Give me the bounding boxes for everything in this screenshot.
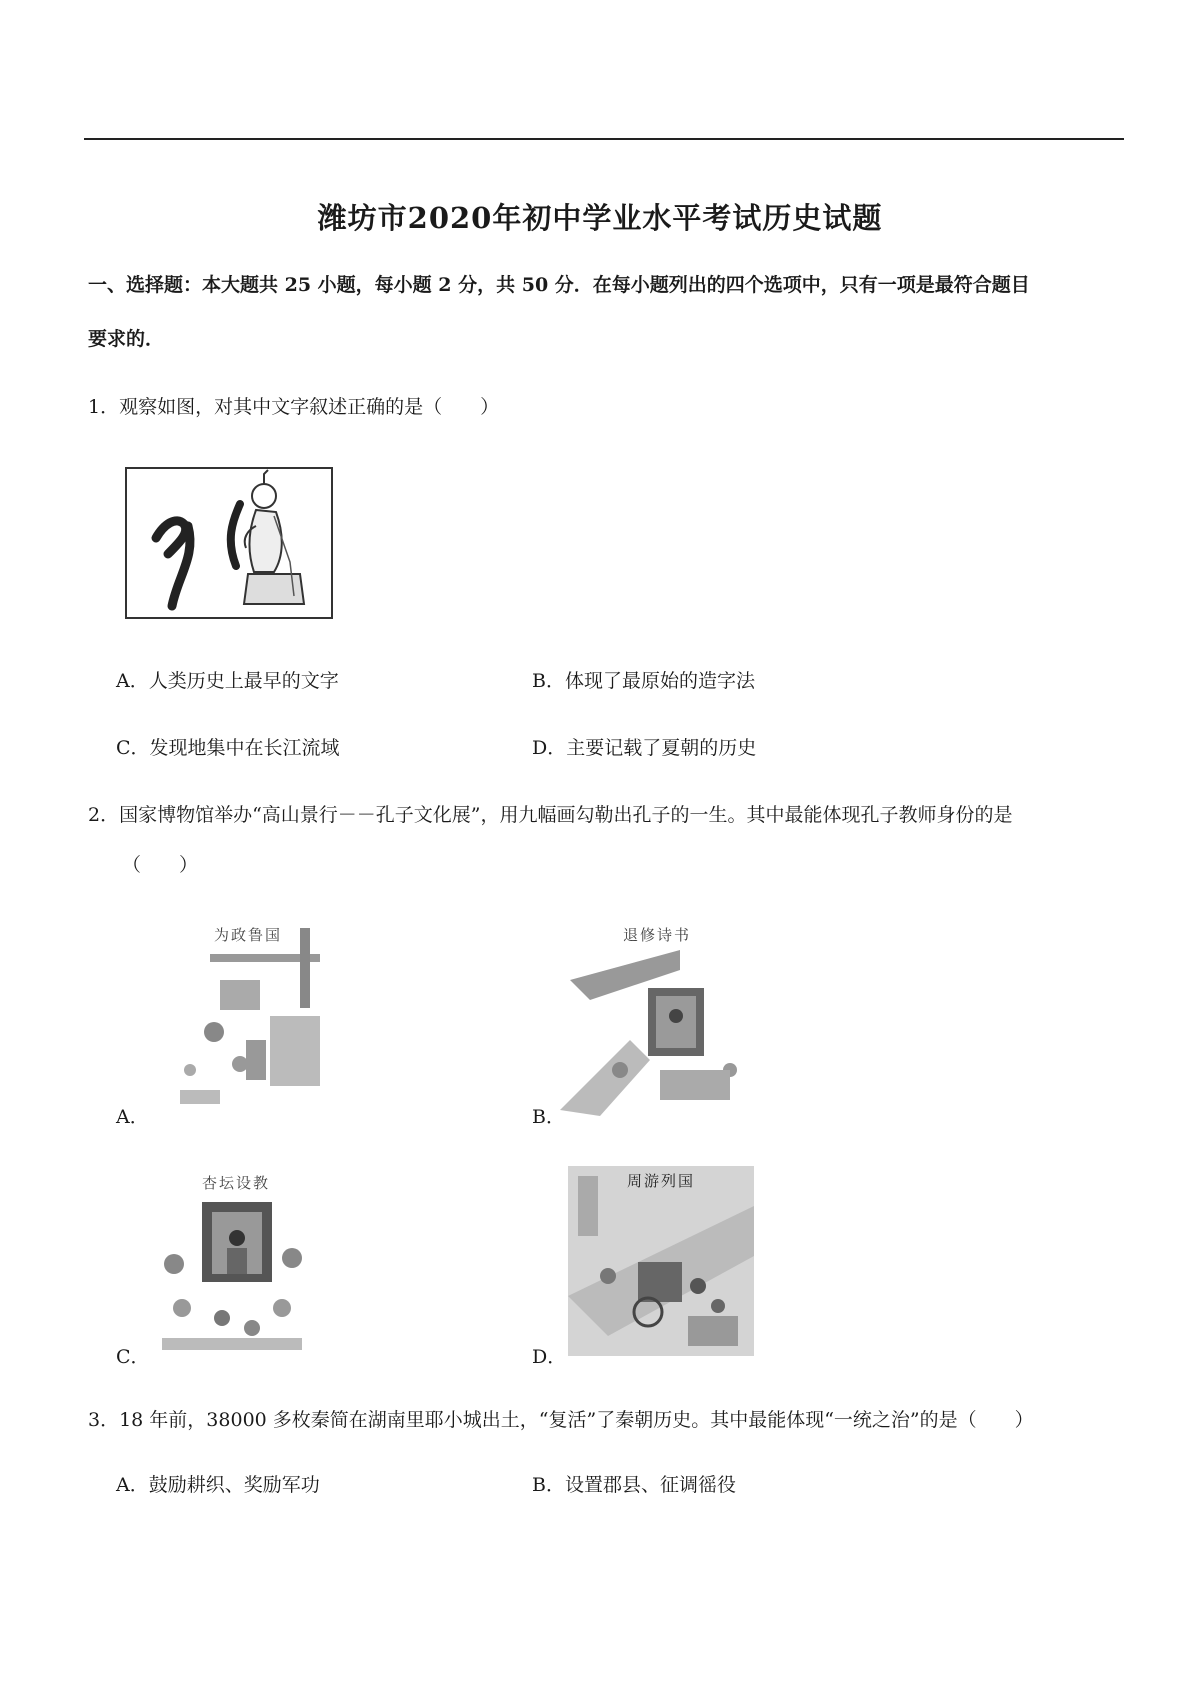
oracle-bone-figure: [124, 466, 334, 620]
question-2-option-d: D．: [532, 1346, 567, 1368]
page-title: 潍坊市2020年初中学业水平考试历史试题: [317, 201, 883, 235]
painting-d: [568, 1166, 754, 1356]
question-1-option-d: D．主要记载了夏朝的历史: [532, 737, 757, 759]
question-2-stem-line-1: 2．国家博物馆举办“高山景行－－孔子文化展”，用九幅画勾勒出孔子的一生。其中最能体现孔子教师身份的是: [88, 804, 1013, 826]
painting-a-caption: 为政鲁国: [213, 926, 282, 944]
section-line-1: 一、选择题：本大题共 25 小题，每小题 2 分，共 50 分．在每小题列出的四个选项中，只有一项是最符合题目: [88, 274, 1030, 296]
painting-b-caption: 退修诗书: [622, 926, 691, 944]
question-3-option-a: A．鼓励耕织、奖励军功: [116, 1474, 320, 1496]
question-3-option-b: B．设置郡县、征调徭役: [532, 1474, 736, 1496]
question-2-option-b: B．: [532, 1106, 565, 1128]
painting-d-caption: 周游列国: [626, 1172, 695, 1190]
question-2-option-a: A．: [116, 1106, 149, 1128]
painting-a-image: [150, 920, 346, 1116]
question-2-option-c: C．: [116, 1346, 150, 1368]
question-1-option-a: A．人类历史上最早的文字: [116, 670, 339, 692]
painting-c-caption: 杏坛设教: [201, 1174, 270, 1192]
question-2-stem-line-2: （ ）: [122, 854, 199, 876]
question-1-option-c: C．发现地集中在长江流域: [116, 737, 340, 759]
painting-c-image: [152, 1168, 320, 1354]
painting-c: [152, 1168, 320, 1354]
section-line-2: 要求的．: [88, 328, 165, 350]
header-rule: [84, 138, 1124, 140]
painting-b: [560, 920, 754, 1116]
painting-b-image: [560, 920, 754, 1116]
question-3-stem: 3．18 年前，38000 多枚秦简在湖南里耶小城出土，“复活”了秦朝历史。其中最能体现“一统之治”的是（ ）: [88, 1409, 1034, 1431]
question-1-stem: 1．观察如图，对其中文字叙述正确的是（ ）: [88, 396, 500, 418]
section-instructions: [88, 274, 1124, 350]
question-1-option-b: B．体现了最原始的造字法: [532, 670, 755, 692]
painting-a: [150, 920, 346, 1116]
painting-d-image: [568, 1166, 754, 1356]
